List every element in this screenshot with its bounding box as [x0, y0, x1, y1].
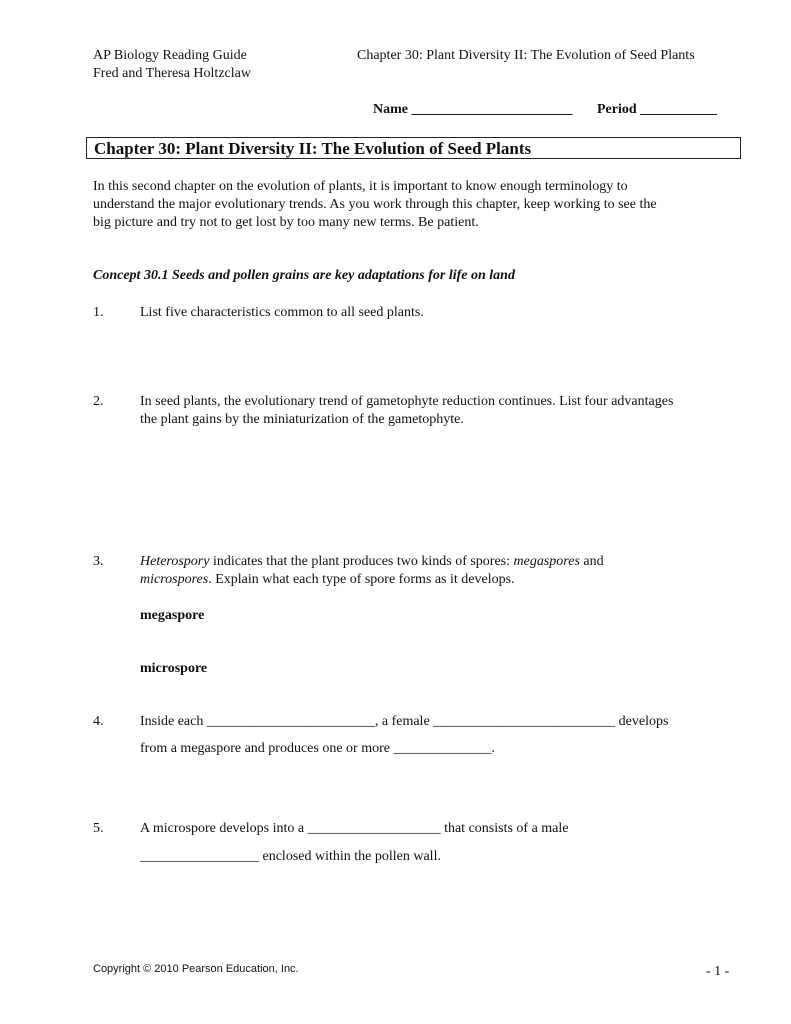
chapter-title-box — [86, 137, 741, 159]
header-guide-title: AP Biology Reading Guide — [93, 48, 247, 63]
header-chapter: Chapter 30: Plant Diversity II: The Evolution of Seed Plants — [357, 48, 695, 63]
question-2-line-2: the plant gains by the miniaturization of the gametophyte. — [140, 412, 464, 427]
concept-heading: Concept 30.1 Seeds and pollen grains are key adaptations for life on land — [93, 268, 515, 283]
question-3-text-b: and — [579, 554, 604, 569]
term-megaspores: megaspores — [513, 554, 580, 569]
question-number: 4. — [93, 714, 104, 729]
megaspore-label: megaspore — [140, 608, 205, 623]
question-4-line-2[interactable]: from a megaspore and produces one or more ______________. — [140, 741, 495, 756]
intro-line-2: understand the major evolutionary trends. As you work through this chapter, keep working to see the — [93, 197, 657, 212]
question-4-line-1[interactable]: Inside each ________________________, a female __________________________ develops — [140, 714, 669, 729]
copyright-notice: Copyright © 2010 Pearson Education, Inc. — [93, 963, 299, 975]
intro-line-1: In this second chapter on the evolution of plants, it is important to know enough terminology to — [93, 179, 628, 194]
question-5-line-1[interactable]: A microspore develops into a ___________________ that consists of a male — [140, 821, 569, 836]
microspore-label: microspore — [140, 661, 208, 676]
question-number: 2. — [93, 394, 104, 409]
question-2-line-1: In seed plants, the evolutionary trend of gametophyte reduction continues. List four advantages — [140, 394, 674, 409]
question-1-text: List five characteristics common to all seed plants. — [140, 305, 424, 320]
name-field[interactable]: Name _______________________ — [373, 102, 573, 117]
question-3-text-a: indicates that the plant produces two kinds of spores: — [209, 554, 514, 569]
question-3-text-c: . Explain what each type of spore forms as it develops. — [208, 572, 515, 587]
question-5-line-2[interactable]: _________________ enclosed within the pollen wall. — [140, 849, 441, 864]
question-number: 1. — [93, 305, 104, 320]
term-microspores: microspores — [140, 572, 209, 587]
question-number: 5. — [93, 821, 104, 836]
chapter-title: Chapter 30: Plant Diversity II: The Evolution of Seed Plants — [94, 139, 532, 158]
term-heterospory: Heterospory — [140, 554, 210, 569]
question-3-line-1 — [140, 553, 604, 571]
question-number: 3. — [93, 554, 104, 569]
page-number: - 1 - — [706, 964, 730, 979]
intro-line-3: big picture and try not to get lost by too many new terms. Be patient. — [93, 215, 479, 230]
question-3-line-2 — [140, 571, 515, 589]
header-authors: Fred and Theresa Holtzclaw — [93, 66, 251, 81]
period-field[interactable]: Period ___________ — [597, 102, 718, 117]
